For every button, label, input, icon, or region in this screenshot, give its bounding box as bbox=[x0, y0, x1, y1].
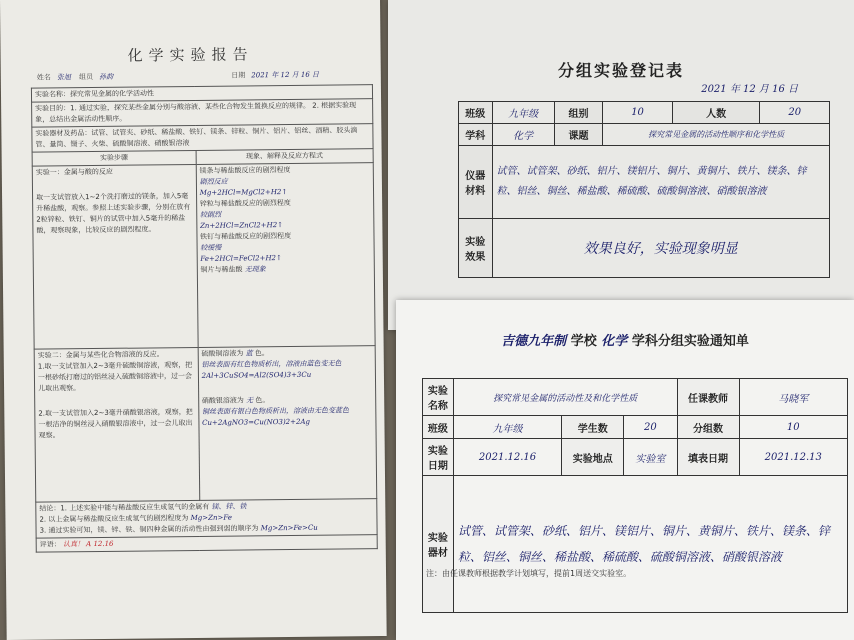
reg-topic-label: 课题 bbox=[554, 124, 603, 146]
notice-sheet bbox=[396, 300, 854, 640]
notice-school: 吉德九年制 bbox=[501, 334, 567, 349]
group-label: 组员 bbox=[79, 73, 94, 82]
eq2: Zn+2HCl=ZnCl2+H2↑ bbox=[200, 221, 284, 230]
exp1-results bbox=[196, 163, 375, 348]
experiment-equipment: 实验器材及药品：试管、试管夹、砂纸、稀盐酸、铁钉、镁条、锌粒、铜片、铝片、铝丝、酒精、胶头滴管、量筒、镊子、火柴、硫酸铜溶液、硝酸银溶液 bbox=[32, 124, 373, 153]
exp2-title: 实验二：金属与某些化合物溶液的反应。 bbox=[37, 350, 164, 360]
group-value: 孙韵 bbox=[99, 72, 114, 81]
eq1: Mg+2HCl=MgCl2+H2↑ bbox=[199, 188, 288, 197]
r4-value: 无现象 bbox=[244, 265, 266, 274]
comment-row bbox=[36, 535, 377, 553]
notice-groups-label: 分组数 bbox=[677, 416, 739, 439]
notice-fill-label: 填表日期 bbox=[677, 439, 739, 476]
al-observation: 铝丝表面有红色物质析出，溶液由蓝色变无色 bbox=[201, 359, 342, 369]
reg-group-label: 组别 bbox=[554, 102, 603, 124]
c3-label: 3. 通过实验可知，镁、锌、铁、铜四种金属的活动性由强到弱的顺序为 bbox=[39, 524, 259, 535]
notice-school-suffix: 学校 bbox=[570, 334, 597, 349]
register-table bbox=[458, 101, 830, 278]
notice-date-label: 实验日期 bbox=[423, 439, 454, 476]
notice-class-label: 班级 bbox=[423, 416, 454, 439]
r1-value: 剧烈反应 bbox=[199, 177, 228, 186]
eq5: Cu+2AgNO3=Cu(NO3)2+2Ag bbox=[202, 417, 311, 427]
ag-color-label: 硝酸银溶液为 bbox=[201, 396, 244, 405]
notice-title-suffix: 学科分组实验通知单 bbox=[631, 334, 749, 349]
notice-title bbox=[396, 330, 854, 349]
c2-label: 2. 以上金属与稀盐酸反应生成氢气的剧烈程度为 bbox=[39, 514, 189, 524]
r3-value: 较缓慢 bbox=[200, 243, 222, 252]
exp1-title: 实验一：金属与酸的反应 bbox=[35, 167, 113, 177]
report-table bbox=[31, 84, 378, 553]
reg-topic-value: 探究常见金属的活动性顺序和化学性质 bbox=[603, 124, 830, 146]
experiment-name: 实验名称：探究常见金属的化学活动性 bbox=[31, 85, 372, 103]
notice-name-value: 探究常见金属的活动性及和化学性质 bbox=[453, 379, 677, 416]
report-meta bbox=[37, 69, 367, 82]
notice-footnote: 注：由任课教师根据教学计划填写，提前1周送交实验室。 bbox=[426, 569, 632, 578]
cu-color-value: 蓝 bbox=[245, 349, 253, 358]
c1-label: 1. 上述实验中能与稀盐酸反应生成氢气的金属有 bbox=[60, 502, 210, 513]
ag-color-value: 无 bbox=[246, 396, 254, 405]
cu-color-suffix: 色。 bbox=[254, 349, 269, 358]
reg-group-value: 10 bbox=[603, 102, 673, 124]
conclusion-label: 结论： bbox=[39, 504, 61, 513]
notice-place-label: 实验地点 bbox=[562, 439, 624, 476]
notice-groups-value: 10 bbox=[739, 416, 847, 439]
r4-label: 铜片与稀盐酸 bbox=[200, 265, 243, 274]
r3-label: 铁钉与稀盐酸反应的剧烈程度 bbox=[200, 231, 292, 241]
register-date: 2021 年 12 月 16 日 bbox=[701, 84, 798, 95]
reg-class-label: 班级 bbox=[459, 102, 493, 124]
cu-observation: 铜丝表面有银白色物质析出，溶液由无色变蓝色 bbox=[201, 406, 350, 416]
exp2-results bbox=[198, 346, 377, 501]
exp1-text: 取一支试管放入1~2个洗打磨过的镁条，加入5毫升稀盐酸，观察。参照上述实验步骤，分别在放有2粒锌粒、铁钉、铜片的试管中加入5毫升的稀盐酸，观察现象，比较反应的剧烈程度。 bbox=[36, 192, 191, 235]
notice-name-label: 实验名称 bbox=[423, 379, 454, 416]
comment-value: 认真！ A 12.16 bbox=[62, 539, 114, 549]
c1-value: 镁、锌、铁 bbox=[211, 502, 247, 511]
reg-result-value: 效果良好，实验现象明显 bbox=[492, 219, 829, 278]
exp2-text2: 2.取一支试管加入2~3毫升硝酸银溶液，观察，把一根洁净的铜丝浸入硝酸银溶液中，过一会儿取出观察。 bbox=[38, 408, 193, 440]
notice-teacher-value: 马晓军 bbox=[739, 379, 847, 416]
name-label: 姓名 bbox=[36, 73, 51, 82]
reg-subject-label: 学科 bbox=[459, 124, 493, 146]
exp2-steps bbox=[34, 347, 199, 502]
notice-students-value: 20 bbox=[624, 416, 677, 439]
experiment-purpose: 实验目的：1. 通过实验，探究某些金属分别与酸溶液、某些化合物发生置换反应的规律。 2. 根据实验现象，总结出金属活动性顺序。 bbox=[32, 99, 373, 128]
notice-equip-value: 试管、试管架、砂纸、铝片、镁铝片、铜片、黄铜片、铁片、镁条、锌粒、铝丝、铜丝、稀盐酸、稀硫酸、硫酸铜溶液、硝酸银溶液 bbox=[453, 476, 847, 613]
c2-value: Mg>Zn>Fe bbox=[190, 513, 232, 523]
notice-subject: 化学 bbox=[601, 334, 628, 349]
r2-value: 较剧烈 bbox=[199, 210, 221, 219]
ag-color-suffix: 色。 bbox=[255, 396, 270, 405]
r2-label: 锌粒与稀盐酸反应的剧烈程度 bbox=[199, 198, 291, 208]
date-label: 日期 bbox=[231, 71, 246, 80]
notice-date-value: 2021.12.16 bbox=[453, 439, 561, 476]
reg-equip-label: 仪器材料 bbox=[459, 146, 493, 219]
report-title: 化学实验报告 bbox=[127, 45, 254, 65]
notice-fill-value: 2021.12.13 bbox=[739, 439, 847, 476]
exp2-text1: 1.取一支试管加入2~3毫升硫酸铜溶液，观察，把一根砂纸打磨过的铝丝浸入硫酸铜溶液中，过一会儿取出观察。 bbox=[37, 361, 193, 393]
registration-sheet bbox=[388, 0, 854, 330]
col-phenomena: 现象、解释及反应方程式 bbox=[196, 149, 373, 165]
reg-subject-value: 化学 bbox=[492, 124, 554, 146]
c3-value: Mg>Zn>Fe>Cu bbox=[260, 523, 318, 533]
col-steps: 实验步骤 bbox=[32, 150, 196, 166]
register-title: 分组实验登记表 bbox=[557, 61, 684, 80]
notice-students-label: 学生数 bbox=[562, 416, 624, 439]
eq3: Fe+2HCl=FeCl2+H2↑ bbox=[200, 254, 282, 263]
reg-result-label: 实验效果 bbox=[459, 219, 493, 278]
notice-equip-label: 实验器材 bbox=[423, 476, 454, 613]
name-value: 张旭 bbox=[56, 73, 71, 82]
experiment-report-sheet bbox=[0, 0, 387, 640]
notice-place-value: 实验室 bbox=[624, 439, 677, 476]
eq4: 2Al+3CuSO4=Al2(SO4)3+3Cu bbox=[201, 370, 312, 380]
reg-count-value: 20 bbox=[760, 102, 830, 124]
date-value: 2021 年 12 月 16 日 bbox=[251, 70, 320, 80]
reg-equip-value: 试管、试管架、砂纸、铝片、镁铝片、铜片、黄铜片、铁片、镁条、锌粒、铝丝、铜丝、稀盐酸、稀硫酸、硫酸铜溶液、硝酸银溶液 bbox=[492, 146, 829, 219]
r1-label: 镁条与稀盐酸反应的剧烈程度 bbox=[199, 165, 291, 175]
conclusion bbox=[36, 499, 377, 539]
cu-color-label: 硫酸铜溶液为 bbox=[201, 349, 244, 358]
notice-class-value: 九年级 bbox=[453, 416, 561, 439]
reg-count-label: 人数 bbox=[672, 102, 760, 124]
comment-label: 评语： bbox=[39, 540, 61, 549]
exp1-steps bbox=[32, 164, 198, 349]
notice-teacher-label: 任课教师 bbox=[677, 379, 739, 416]
reg-class-value: 九年级 bbox=[492, 102, 554, 124]
